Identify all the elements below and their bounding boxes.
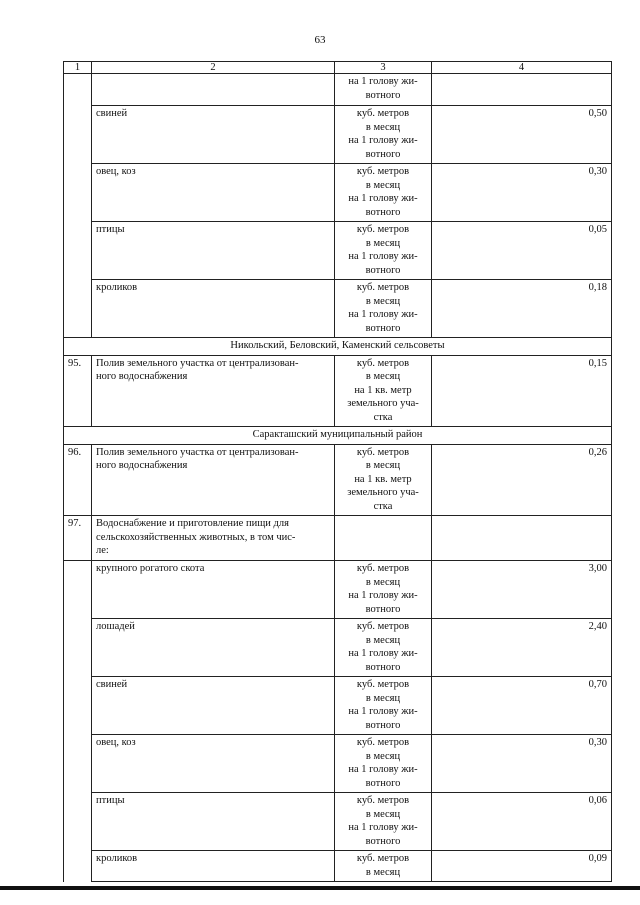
unit-of-measure [335, 516, 432, 561]
unit-of-measure: куб. метров в месяц на 1 голову жи- вотного [335, 280, 432, 338]
item-number [64, 677, 92, 735]
item-number [64, 735, 92, 793]
column-header-1: 1 [64, 62, 92, 74]
unit-of-measure: куб. метров в месяц на 1 голову жи- вотного [335, 561, 432, 619]
unit-of-measure: куб. метров в месяц на 1 голову жи- вотного [335, 164, 432, 222]
section-heading: Никольский, Беловский, Каменский сельсоветы [64, 338, 612, 356]
item-name: Водоснабжение и приготовление пищи для сельскохозяйственных животных, в том чис- ле: [92, 516, 335, 561]
item-number [64, 74, 92, 106]
item-name: свиней [92, 106, 335, 164]
bottom-scan-rule [0, 886, 640, 890]
item-name [92, 74, 335, 106]
item-number [64, 106, 92, 164]
item-number [64, 222, 92, 280]
page-number: 63 [314, 34, 326, 46]
item-number [64, 561, 92, 619]
unit-of-measure: куб. метров в месяц на 1 кв. метр земельного уча- стка [335, 355, 432, 427]
column-header-3: 3 [335, 62, 432, 74]
section-heading-row [64, 427, 612, 445]
table-body [64, 62, 612, 882]
item-name: птицы [92, 222, 335, 280]
unit-of-measure: на 1 голову жи- вотного [335, 74, 432, 106]
column-header-4: 4 [432, 62, 612, 74]
unit-of-measure: куб. метров в месяц на 1 голову жи- вотного [335, 677, 432, 735]
unit-of-measure: куб. метров в месяц [335, 851, 432, 882]
table-subrow [64, 619, 612, 677]
unit-of-measure: куб. метров в месяц на 1 голову жи- вотного [335, 619, 432, 677]
table-subrow [64, 677, 612, 735]
item-name: кроликов [92, 280, 335, 338]
item-name: крупного рогатого скота [92, 561, 335, 619]
norm-value: 0,18 [432, 280, 612, 338]
item-name: лошадей [92, 619, 335, 677]
column-header-2: 2 [92, 62, 335, 74]
item-number [64, 280, 92, 338]
norm-value: 0,50 [432, 106, 612, 164]
table-subrow [64, 280, 612, 338]
norm-value: 0,15 [432, 355, 612, 427]
unit-of-measure: куб. метров в месяц на 1 голову жи- вотного [335, 735, 432, 793]
item-number [64, 164, 92, 222]
norm-value: 2,40 [432, 619, 612, 677]
section-heading: Саракташский муниципальный район [64, 427, 612, 445]
unit-of-measure: куб. метров в месяц на 1 голову жи- вотного [335, 793, 432, 851]
item-name: кроликов [92, 851, 335, 882]
table-subrow [64, 561, 612, 619]
item-name: Полив земельного участка от централизован- ного водоснабжения [92, 355, 335, 427]
norm-value: 0,30 [432, 735, 612, 793]
table-subrow [64, 793, 612, 851]
norm-value [432, 516, 612, 561]
column-number-header-row [64, 62, 612, 74]
item-number: 97. [64, 516, 92, 561]
table-subrow [64, 164, 612, 222]
unit-of-measure: куб. метров в месяц на 1 голову жи- вотного [335, 222, 432, 280]
item-name: овец, коз [92, 735, 335, 793]
unit-of-measure: куб. метров в месяц на 1 кв. метр земельного уча- стка [335, 444, 432, 516]
item-name: свиней [92, 677, 335, 735]
table-subrow [64, 851, 612, 882]
item-name: Полив земельного участка от централизован- ного водоснабжения [92, 444, 335, 516]
table-subrow [64, 106, 612, 164]
item-number [64, 851, 92, 882]
norm-value: 0,06 [432, 793, 612, 851]
norm-value: 3,00 [432, 561, 612, 619]
item-number [64, 619, 92, 677]
section-heading-row [64, 338, 612, 356]
table-subrow [64, 222, 612, 280]
norm-value [432, 74, 612, 106]
table-row [64, 516, 612, 561]
norm-value: 0,09 [432, 851, 612, 882]
item-number: 96. [64, 444, 92, 516]
item-name: птицы [92, 793, 335, 851]
table-row [64, 355, 612, 427]
table-subrow [64, 74, 612, 106]
norm-value: 0,05 [432, 222, 612, 280]
norm-value: 0,30 [432, 164, 612, 222]
unit-of-measure: куб. метров в месяц на 1 голову жи- вотного [335, 106, 432, 164]
table-subrow [64, 735, 612, 793]
consumption-norms-table [63, 61, 612, 882]
table-row [64, 444, 612, 516]
item-name: овец, коз [92, 164, 335, 222]
item-number: 95. [64, 355, 92, 427]
norm-value: 0,70 [432, 677, 612, 735]
norm-value: 0,26 [432, 444, 612, 516]
item-number [64, 793, 92, 851]
